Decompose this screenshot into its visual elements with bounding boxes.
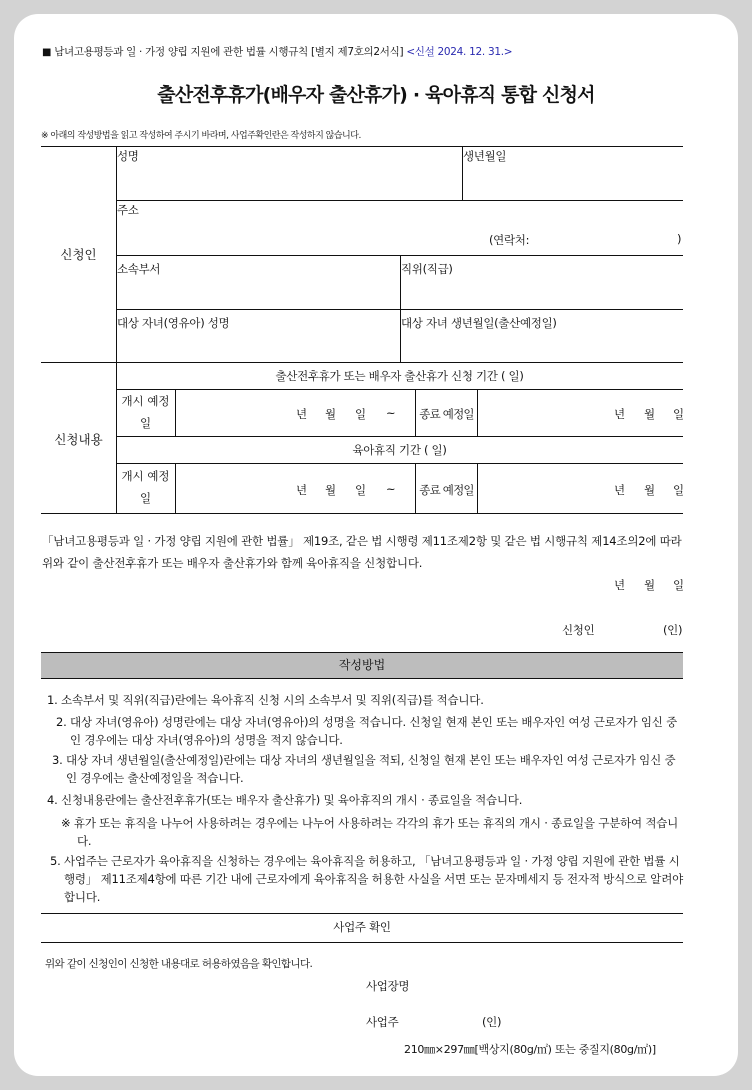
day-unit: 일	[673, 483, 684, 497]
paper-size-footer: 210㎜×297㎜[백상지(80g/㎡) 또는 중질지(80g/㎡)]	[404, 1043, 656, 1056]
parental-end-label: 종료 예정일	[419, 483, 474, 497]
year-unit: 년	[614, 407, 625, 421]
declaration-year: 년	[614, 578, 625, 592]
guide-item-text: 휴가 또는 휴직을 나누어 사용하려는 경우에는 나누어 사용하려는 각각의 휴가 또는 휴직의 개시 · 종료일을 구분하여 적습니다.	[73, 816, 679, 848]
guide-item-text: 대상 자녀(영유아) 성명란에는 대상 자녀(영유아)의 성명을 적습니다. 신청일 현재 본인 또는 배우자인 여성 근로자가 임신 중인 경우에는 대상 자녀(영유아)의 성명을 적지 않습니다.	[70, 715, 678, 747]
month-unit: 월	[644, 407, 655, 421]
birth-field[interactable]	[463, 160, 682, 198]
regulation-header	[42, 44, 512, 59]
declaration-day: 일	[673, 578, 684, 592]
child-birth-field[interactable]	[401, 330, 682, 360]
year-unit: 년	[614, 483, 625, 497]
new-marker: <신설 2024. 12. 31.>	[406, 46, 513, 58]
instruction-note: ※ 아래의 작성방법을 읽고 작성하여 주시기 바라며, 사업주확인란은 작성하지 않습니다.	[41, 131, 361, 141]
tilde: ~	[386, 482, 396, 496]
day-unit: 일	[355, 483, 366, 497]
guide-item-number: 1.	[47, 693, 58, 707]
position-label: 직위(직급)	[401, 262, 453, 276]
employer-title-border	[41, 942, 683, 943]
guide-item-number: ※	[61, 816, 71, 830]
employer-top-border	[41, 913, 683, 914]
guide-item-text: 신청내용란에는 출산전후휴가(또는 배우자 출산휴가) 및 육아휴직의 개시 · 종료일을 적습니다.	[61, 793, 523, 807]
guide-item	[50, 713, 686, 749]
maternity-period-label: 출산전후휴가 또는 배우자 출산휴가 신청 기간 ( 일)	[275, 369, 524, 383]
table-bottom-border	[41, 513, 683, 514]
guide-title: 작성방법	[41, 652, 683, 679]
guide-item-text: 사업주는 근로자가 육아휴직을 신청하는 경우에는 육아휴직을 허용하고, 「남녀고용평등과 일 · 가정 양립 지원에 관한 법률 시행령」 제11조제4항에 따른 기간 내에 근로자에게 육아휴직을 허용한 사실을 서면 또는 문자메세지 등 전자적 방식으로 알려야 합니다.	[64, 854, 684, 904]
parental-start-label: 개시 예정일	[121, 469, 170, 505]
name-field[interactable]	[117, 160, 461, 198]
employer-label: 사업주	[366, 1015, 399, 1029]
workplace-label: 사업장명	[366, 979, 410, 993]
maternity-start-field[interactable]	[176, 390, 414, 435]
applicant-seal: (인)	[663, 623, 683, 637]
name-label: 성명	[117, 149, 139, 163]
square-bullet: ■	[42, 47, 52, 58]
day-unit: 일	[673, 407, 684, 421]
guide-item-text: 소속부서 및 직위(직급)란에는 육아휴직 신청 시의 소속부서 및 직위(직급)를 적습니다.	[61, 693, 484, 707]
employer-statement: 위와 같이 신청인이 신청한 내용대로 허용하였음을 확인합니다.	[45, 958, 313, 970]
address-field[interactable]	[117, 214, 682, 228]
dept-label: 소속부서	[117, 262, 161, 276]
workplace-field[interactable]	[416, 975, 676, 995]
row-divider	[116, 200, 683, 201]
regulation-text: 남녀고용평등과 일 · 가정 양립 지원에 관한 법률 시행규칙 [별지 제7호의2서식]	[54, 46, 404, 58]
day-unit: 일	[355, 407, 366, 421]
request-section-label: 신청내용	[54, 432, 103, 447]
form-title: 출산전후휴가(배우자 출산휴가) · 육아휴직 통합 신청서	[157, 84, 595, 106]
month-unit: 월	[325, 407, 336, 421]
guide-item-number: 3.	[52, 753, 63, 767]
declaration-month: 월	[644, 578, 655, 592]
guide-item	[47, 791, 687, 809]
child-name-field[interactable]	[117, 330, 399, 360]
dept-field[interactable]	[117, 276, 399, 307]
guide-item-number: 4.	[47, 793, 58, 807]
applicant-section-label: 신청인	[60, 247, 97, 262]
year-unit: 년	[296, 483, 307, 497]
month-unit: 월	[325, 483, 336, 497]
tilde: ~	[386, 406, 396, 420]
contact-field[interactable]	[535, 230, 675, 248]
section-divider	[41, 362, 683, 363]
contact-close: )	[677, 232, 682, 246]
year-unit: 년	[296, 407, 307, 421]
applicant-sign-label: 신청인	[562, 623, 595, 637]
col-divider	[477, 463, 478, 513]
guide-item	[48, 852, 686, 906]
applicant-signature-field[interactable]	[600, 619, 660, 639]
guide-item	[51, 814, 686, 850]
col-divider	[477, 389, 478, 436]
employer-title: 사업주 확인	[333, 920, 391, 934]
address-label: 주소	[117, 203, 139, 217]
guide-item-number: 5.	[50, 854, 61, 868]
guide-item-number: 2.	[56, 715, 67, 729]
month-unit: 월	[644, 483, 655, 497]
employer-seal: (인)	[482, 1015, 502, 1029]
guide-item	[47, 691, 687, 709]
maternity-start-label: 개시 예정일	[121, 394, 170, 430]
position-field[interactable]	[401, 276, 682, 307]
birth-label: 생년월일	[463, 149, 507, 163]
employer-signature-field[interactable]	[405, 1011, 477, 1031]
table-top-border	[41, 146, 683, 147]
row-divider	[116, 436, 683, 437]
guide-item-text: 대상 자녀 생년월일(출산예정일)란에는 대상 자녀의 생년월일을 적되, 신청일 현재 본인 또는 배우자인 여성 근로자가 임신 중인 경우에는 출산예정일을 적습니다.	[66, 753, 676, 785]
child-birth-label: 대상 자녀 생년월일(출산예정일)	[401, 316, 557, 330]
declaration-text: 「남녀고용평등과 일 · 가정 양립 지원에 관한 법률」 제19조, 같은 법 시행령 제11조제2항 및 같은 법 시행규칙 제14조의2에 따라 위와 같이 출산전후휴가 또는 배우자 출산휴가와 함께 육아휴직을 신청합니다.	[42, 534, 682, 570]
child-name-label: 대상 자녀(영유아) 성명	[117, 316, 230, 330]
guide-item	[48, 751, 686, 787]
parental-start-field[interactable]	[176, 464, 414, 512]
parental-period-label: 육아휴직 기간 ( 일)	[352, 443, 447, 457]
maternity-end-label: 종료 예정일	[419, 407, 474, 421]
contact-label: (연락처:	[489, 233, 530, 247]
